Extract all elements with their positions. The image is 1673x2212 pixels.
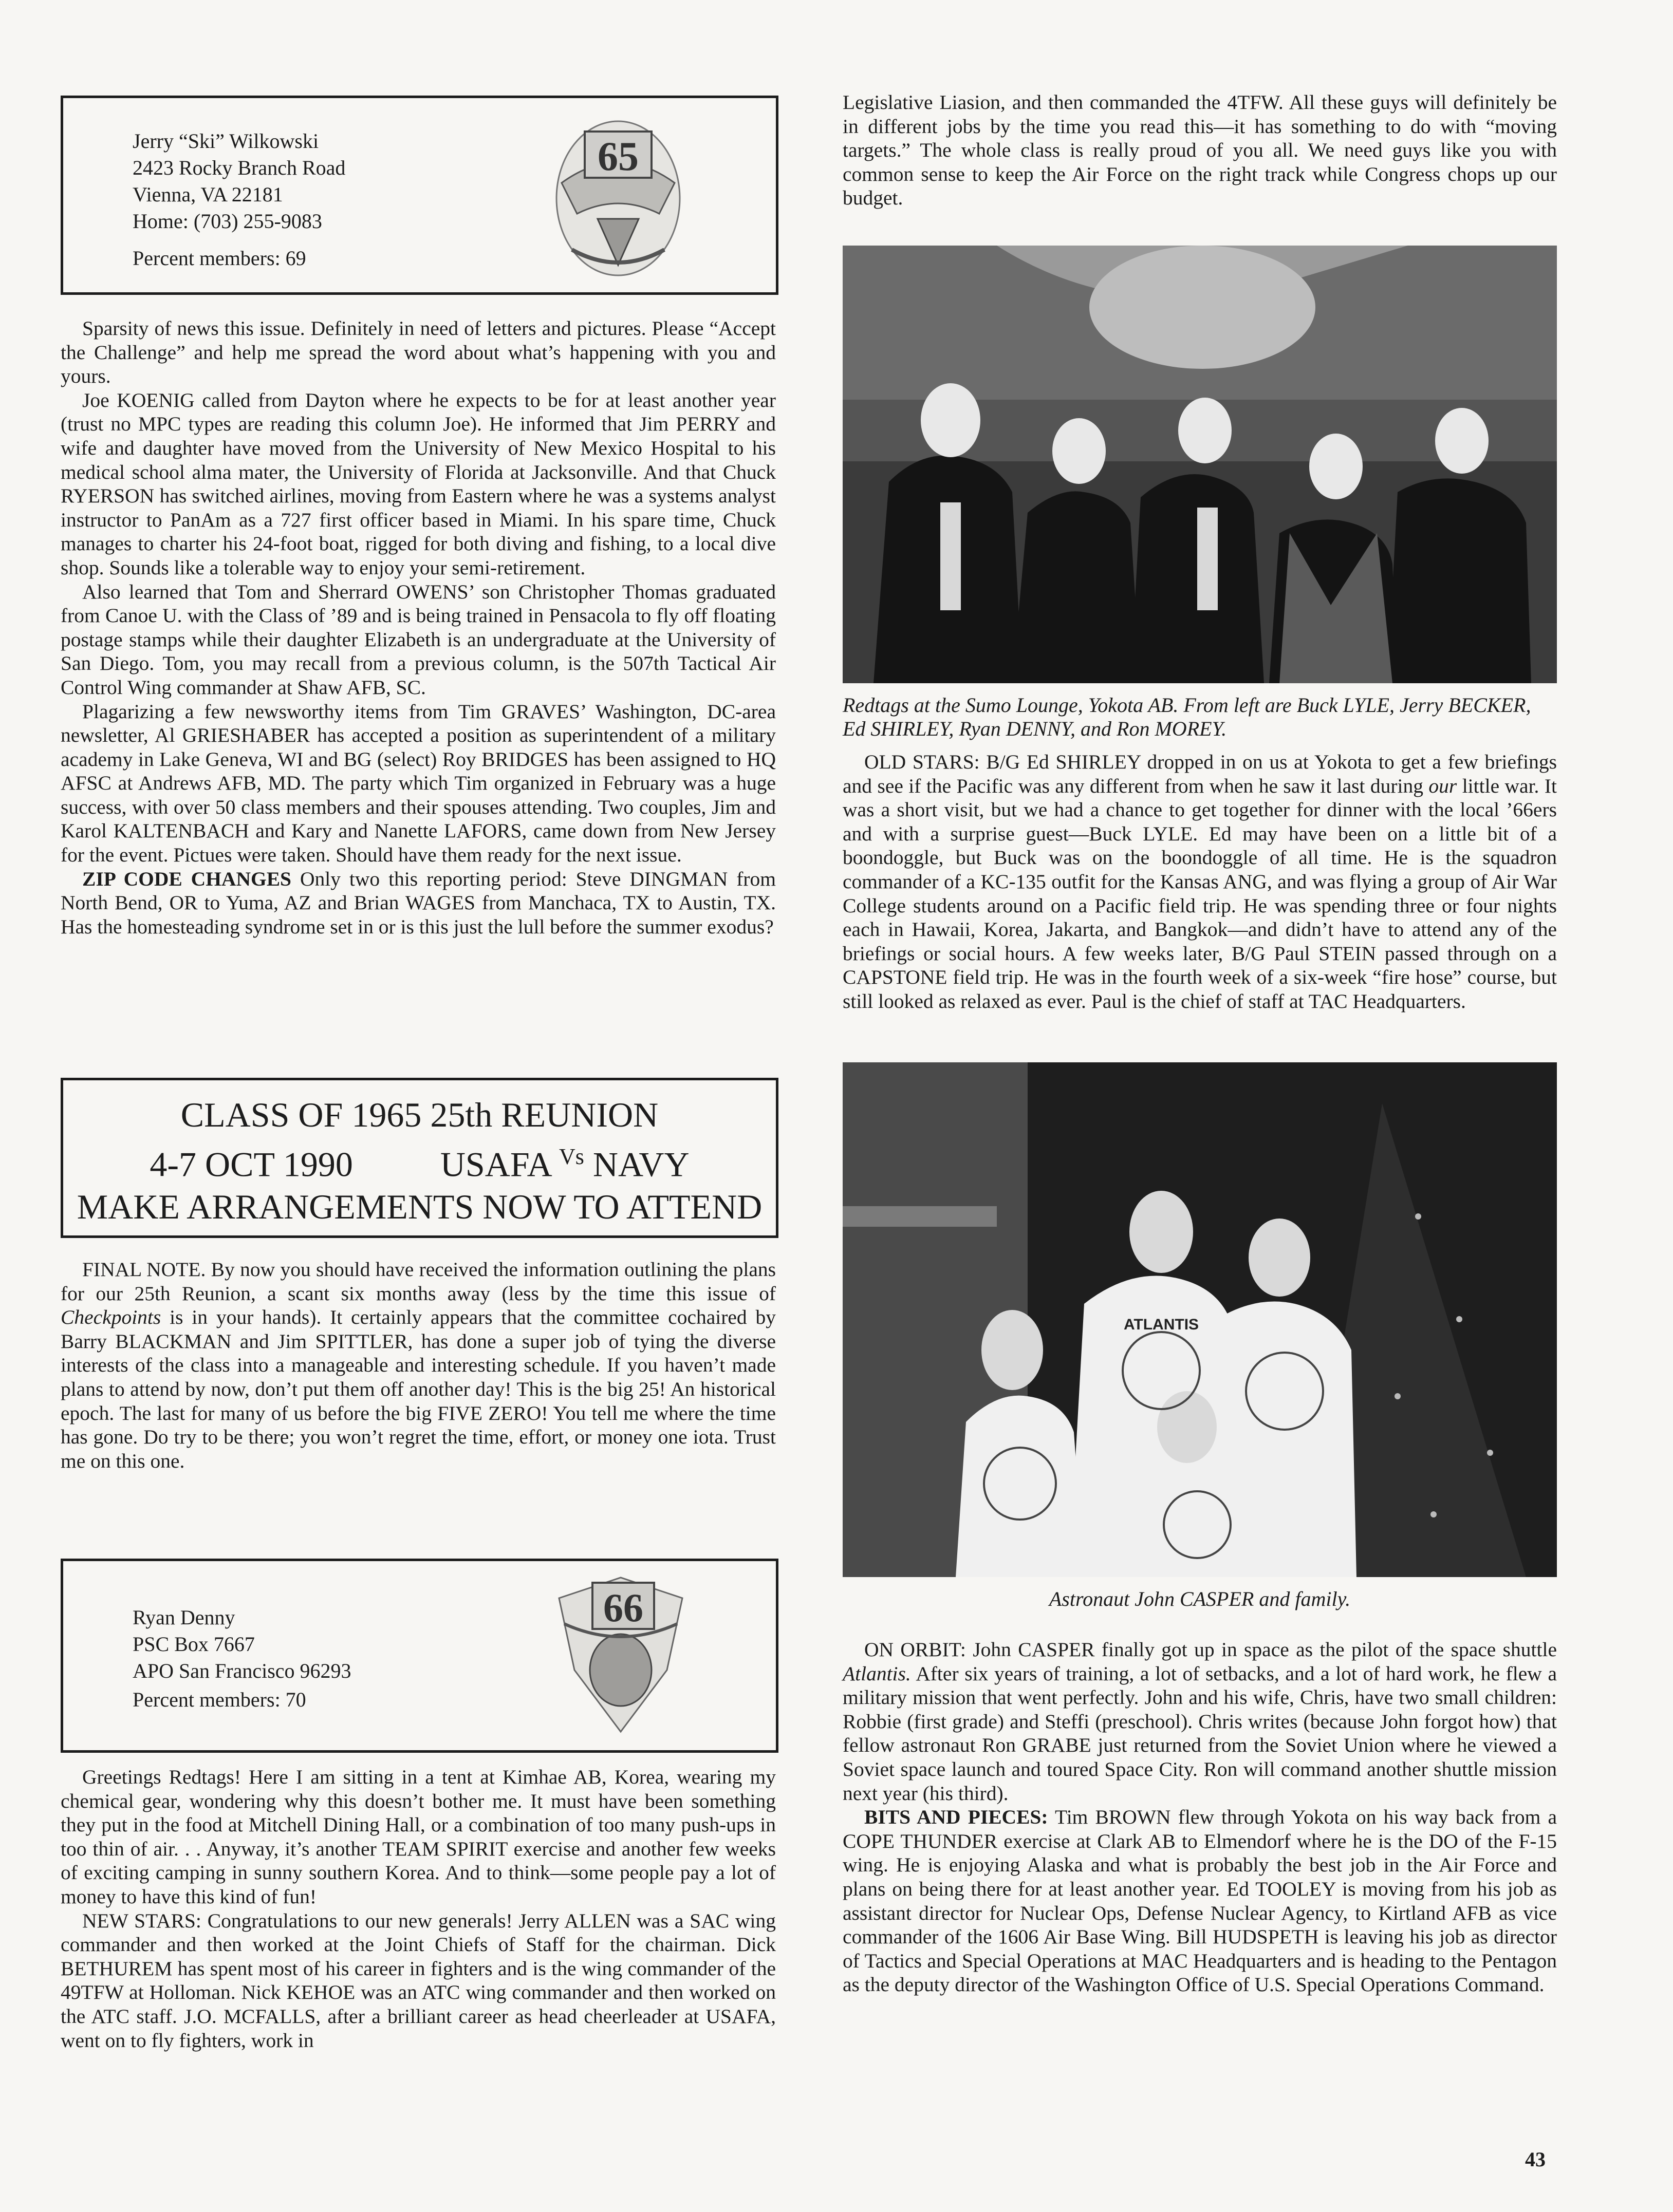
- class-crest-66-icon: [544, 1567, 698, 1742]
- paragraph-on-orbit: ON ORBIT: John CASPER finally got up in space as the pilot of the space shuttle Atlantis. After six years of training, a lot of setbacks, and a lot of hard work, he flew a military mission that went perfectly. John and his wife, Chris, have two small children: Robbie (first grade) and Steffi (preschool). Chris writes (because John forgot how) that fellow astronaut Ron GRABE just returned from the Soviet Union where he viewed a Soviet space launch and toured Space City. Ron will command another shuttle mission next year (his third).: [843, 1638, 1557, 1805]
- reunion-line2: [63, 1136, 776, 1186]
- class66-column-right-bottom: [843, 1638, 1557, 1997]
- paragraph-bits-pieces: BITS AND PIECES: Tim BROWN flew through Yokota on his way back from a COPE THUNDER exercise at Clark AB to Elmendorf where he is the DO of the F-15 wing. He is enjoying Alaska and what is probably the best job in the Air Force and plans on being there for at least another year. Ed TOOLEY is moving from his job as assistant director for Nuclear Ops, Defense Nuclear Agency, to Kirtland AFB as vice commander of the 1606 Air Base Wing. Bill HUDSPETH is leaving his job as director of Tactics and Special Operations at MAC Headquarters and is heading to the Pentagon as the deputy director of the Washington Office of U.S. Special Operations Command.: [843, 1806, 1557, 1996]
- paragraph-zip-changes: [61, 867, 776, 939]
- percent-members: Percent members: 70: [133, 1688, 306, 1711]
- crest-year-66: 66: [603, 1585, 643, 1630]
- paragraph-final-note: FINAL NOTE. By now you should have received the information outlining the plans for our 25th Reunion, a scant six months away (less by the time this issue of Checkpoints is in your hands). It certainly appears that the committee cochaired by Barry BLACKMAN and Jim SPITTLER, has done a super job of tying the diverse interests of the class into a manageable and interesting schedule. If you haven’t made plans to attend by now, don’t put them off another day! This is the big 25! An historical epoch. The last for many of us before the big FIVE ZERO! You tell me where the time has gone. Do try to be there; you won’t regret the time, effort, or money one iota. Trust me on this one.: [61, 1258, 776, 1472]
- photo2-caption: Astronaut John CASPER and family.: [1049, 1587, 1351, 1610]
- class65-column: [61, 316, 776, 939]
- group-photo-image: [843, 246, 1557, 683]
- correspondent-name: Ryan Denny: [133, 1606, 235, 1629]
- sweatshirt-text: ATLANTIS: [1123, 1316, 1199, 1333]
- zip-text: Only two this reporting period: Steve DINGMAN from North Bend, OR to Yuma, AZ and Brian WAGES from Manchaca, TX to Austin, TX. Has the homesteading syndrome set in or is this just the lull before the summer exodus?: [61, 867, 776, 938]
- photo1-caption: Redtags at the Sumo Lounge, Yokota AB. From left are Buck LYLE, Jerry BECKER, Ed SHIRLEY, Ryan DENNY, and Ron MOREY.: [843, 693, 1531, 740]
- class65-header-box: [61, 96, 778, 295]
- final-note: [61, 1258, 776, 1473]
- street-address: PSC Box 7667: [133, 1633, 255, 1656]
- class66-address: [133, 1604, 351, 1684]
- paragraph-owens: Also learned that Tom and Sherrard OWENS’ son Christopher Thomas graduated from Canoe U. with the Class of ’89 and is being trained in Pensacola to fly off floating postage stamps while their daughter Elizabeth is an undergraduate at the University of San Diego. Tom, you may recall from a previous column, is the 507th Tactical Air Control Wing commander at Shaw AFB, SC.: [61, 580, 776, 699]
- reunion-vs: Vs: [559, 1144, 584, 1169]
- reunion-text: [63, 1094, 776, 1228]
- reunion-line3: MAKE ARRANGEMENTS NOW TO ATTEND: [77, 1187, 763, 1226]
- reunion-navy: NAVY: [592, 1145, 690, 1184]
- crest-year-65: 65: [598, 134, 639, 179]
- family-photo-image: [843, 1062, 1557, 1577]
- paragraph-old-stars: OLD STARS: B/G Ed SHIRLEY dropped in on us at Yokota to get a few briefings and see if the Pacific was any different from when he saw it last during our little war. It was a short visit, but we had a chance to get together for dinner with the local ’66ers and with a surprise guest—Buck LYLE. Ed may have been on a little bit of a boondoggle, but Buck was on the boondoggle of all time. He is the squadron commander of a KC-135 outfit for the Kansas ANG, and was flying a group of Air War College students around on a Pacific field trip. He was spending three or four nights each in Hawaii, Korea, Jakarta, and Bangkok—and didn’t have to attend any of the briefings or social hours. A few weeks later, B/G Paul STEIN passed through on a CAPSTONE field trip. He was in the fourth week of a six-week “fire hose” course, but still looked as relaxed as ever. Paul is the chief of staff at TAC Headquarters.: [843, 751, 1557, 1013]
- zip-lead: ZIP CODE CHANGES: [82, 867, 292, 890]
- percent-members: Percent members: 69: [133, 247, 306, 270]
- class66-column-right-top: [843, 90, 1557, 210]
- city-state-zip: Vienna, VA 22181: [133, 183, 283, 206]
- photo-casper-family: [843, 1062, 1557, 1577]
- reunion-line1: CLASS OF 1965 25th REUNION: [180, 1095, 659, 1134]
- photo-redtags-sumo-lounge: [843, 246, 1557, 683]
- paragraph-sparsity: Sparsity of news this issue. Definitely in need of letters and pictures. Please “Accept the Challenge” and help me spread the word about what’s happening with you and yours.: [61, 317, 776, 388]
- reunion-box: [61, 1078, 778, 1238]
- paragraph-new-stars: NEW STARS: Congratulations to our new generals! Jerry ALLEN was a SAC wing commander and then worked at the Joint Chiefs of Staff for the chairman. Dick BETHUREM has spent most of his career in fighters and is the wing commander of the 49TFW at Holloman. Nick KEHOE was an ATC wing commander and then worked on the ATC staff. J.O. MCFALLS, after a brilliant career as head cheerleader at USAFA, went on to fly fighters, work in: [61, 1909, 776, 2052]
- old-stars: [843, 750, 1557, 1014]
- class66-header-box: [61, 1559, 778, 1753]
- paragraph-koenig: Joe KOENIG called from Dayton where he expects to be for at least another year (trust no MPC types are reading this column Joe). He informed that Jim PERRY and wife and daughter have moved from the University of New Mexico Hospital to his medical school alma mater, the University of Florida at Jacksonville. And that Chuck RYERSON has switched airlines, moving from Eastern where he was a systems analyst instructor to PanAm as a 727 first officer based in Miami. In his spare time, Chuck manages to charter his 24-foot boat, rigged for both diving and fishing, to a local dive shop. Sounds like a tolerable way to enjoy your semi-retirement.: [61, 388, 776, 579]
- class66-column-left: [61, 1765, 776, 2052]
- city-state-zip: APO San Francisco 96293: [133, 1659, 351, 1682]
- paragraph-greetings: Greetings Redtags! Here I am sitting in a tent at Kimhae AB, Korea, wearing my chemical gear, wondering why this doesn’t bother me. It must have been something they put in the food at Mitchell Dining Hall, or a combination of too many push-ups in too thin of air. . . Anyway, it’s another TEAM SPIRIT exercise and another few weeks of exciting camping in sunny southern Korea. And to think—some people pay a lot of money to have this kind of fun!: [61, 1766, 776, 1908]
- reunion-usafa: USAFA: [440, 1145, 550, 1184]
- page-number: 43: [1525, 2148, 1546, 2171]
- phone-number: Home: (703) 255-9083: [133, 210, 322, 233]
- street-address: 2423 Rocky Branch Road: [133, 156, 346, 179]
- class-crest-65-icon: [541, 111, 695, 280]
- reunion-dates: 4-7 OCT 1990: [150, 1145, 353, 1184]
- correspondent-name: Jerry “Ski” Wilkowski: [133, 129, 319, 153]
- paragraph-continued: Legislative Liasion, and then commanded the 4TFW. All these guys will definitely be in different jobs by the time you read this—it has something to do with “moving targets.” The whole class is really proud of you all. We need guys like you with common sense to keep the Air Force on the right track while Congress chops up our budget.: [843, 91, 1557, 210]
- paragraph-graves: Plagarizing a few newsworthy items from Tim GRAVES’ Washington, DC-area newsletter, Al GRIESHABER has accepted a position as superintendent of a military academy in Lake Geneva, WI and BG (select) Roy BRIDGES has been assigned to HQ AFSC at Andrews AFB, MD. The party which Tim organized in February was a huge success, with over 50 class members and their spouses attending. Two couples, Jim and Karol KALTENBACH and Kary and Nanette LAFORS, came down from New Jersey for the event. Pictues were taken. Should have them ready for the next issue.: [61, 700, 776, 867]
- class65-address: [133, 128, 345, 235]
